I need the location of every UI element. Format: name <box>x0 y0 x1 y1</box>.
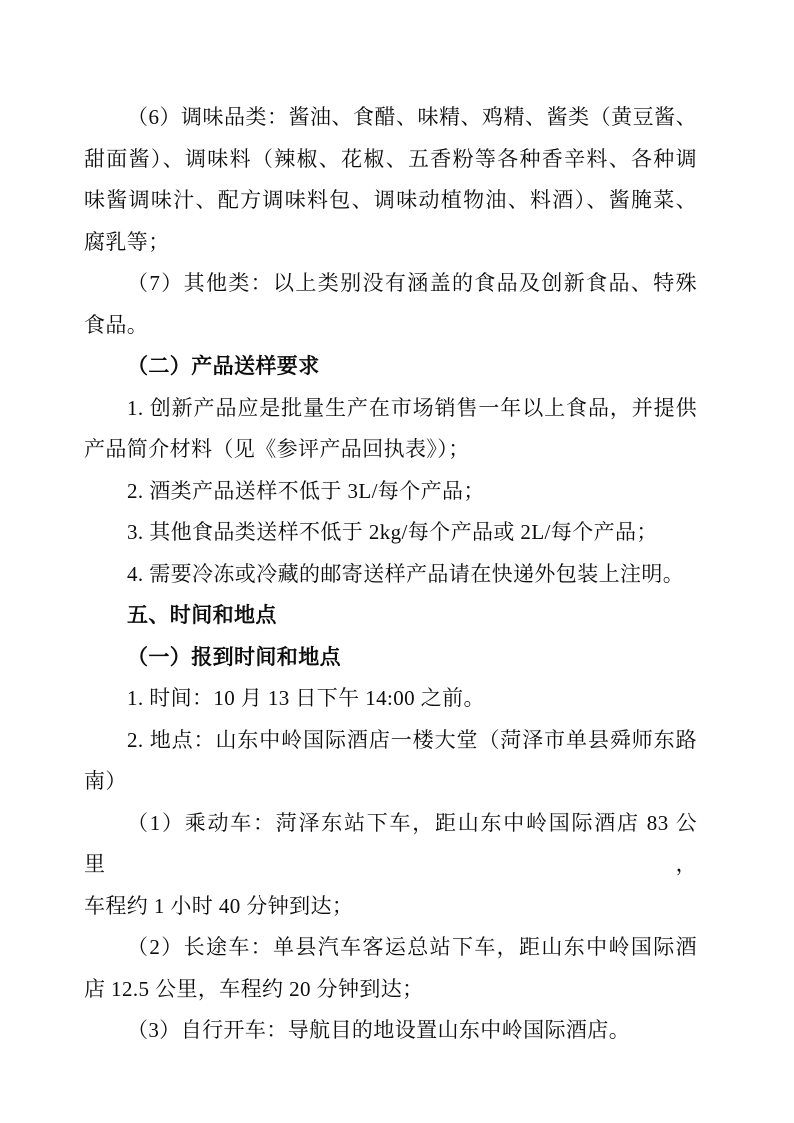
paragraph-line-by-train-1: （1）乘动车：菏泽东站下车，距山东中岭国际酒店 83 公里， <box>84 810 697 876</box>
heading-checkin-time-and-location: （一）报到时间和地点 <box>127 644 341 669</box>
paragraph-line-requirement-3: 3. 其他食品类送样不低于 2kg/每个产品或 2L/每个产品； <box>127 520 658 544</box>
paragraph-line-other-category-2: 食品。 <box>84 312 149 337</box>
document-body <box>84 97 697 1052</box>
paragraph-line-by-coach-2: 店 12.5 公里，车程约 20 分钟到达； <box>84 976 424 1001</box>
paragraph-line-requirement-4: 4. 需要冷冻或冷藏的邮寄送样产品请在快递外包装上注明。 <box>127 561 685 586</box>
paragraph-line-checkin-time: 1. 时间：10 月 13 日下午 14:00 之前。 <box>127 686 485 710</box>
paragraph-line-checkin-location-2: 南） <box>84 769 127 793</box>
paragraph-line-seasoning-category-3: 味酱调味汁、配方调味料包、调味动植物油、料酒）、酱腌菜、 <box>84 188 697 212</box>
paragraph-line-other-category-1: （7）其他类：以上类别没有涵盖的食品及创新食品、特殊 <box>127 271 697 295</box>
paragraph-line-seasoning-category-4: 腐乳等； <box>84 229 170 254</box>
paragraph-line-by-coach-1: （2）长途车：单县汽车客运总站下车，距山东中岭国际酒 <box>127 935 697 959</box>
paragraph-line-requirement-1a: 1. 创新产品应是批量生产在市场销售一年以上食品，并提供 <box>127 395 697 420</box>
paragraph-line-checkin-location-1: 2. 地点：山东中岭国际酒店一楼大堂（菏泽市单县舜师东路 <box>127 727 697 752</box>
paragraph-line-requirement-2: 2. 酒类产品送样不低于 3L/每个产品； <box>127 478 485 503</box>
paragraph-line-by-train-2: 车程约 1 小时 40 分钟到达； <box>84 893 354 918</box>
heading-product-sample-requirements: （二）产品送样要求 <box>127 354 320 378</box>
paragraph-line-seasoning-category-1: （6）调味品类：酱油、食醋、味精、鸡精、酱类（黄豆酱、 <box>127 105 697 129</box>
paragraph-line-by-car: （3）自行开车：导航目的地设置山东中岭国际酒店。 <box>127 1018 631 1042</box>
paragraph-line-requirement-1b: 产品简介材料（见《参评产品回执表》）； <box>84 437 470 461</box>
paragraph-line-seasoning-category-2: 甜面酱）、调味料（辣椒、花椒、五香粉等各种香辛料、各种调 <box>84 146 697 171</box>
heading-time-and-location: 五、时间和地点 <box>127 604 277 627</box>
